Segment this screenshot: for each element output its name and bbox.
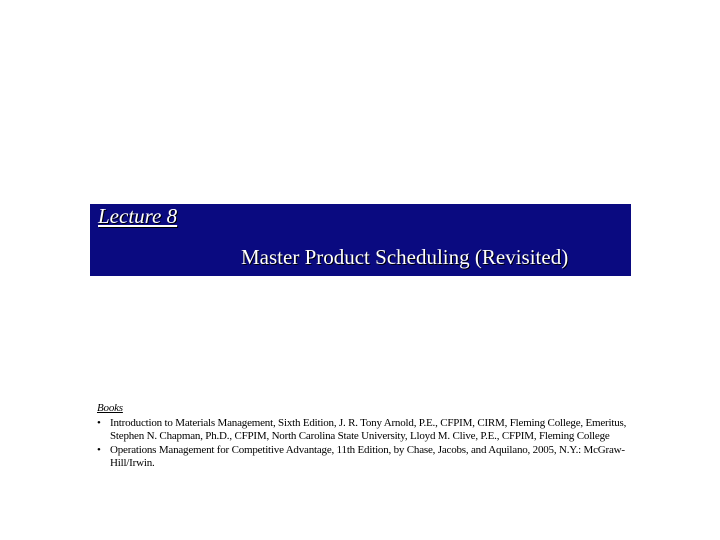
book-citation: Introduction to Materials Management, Sixth Edition, J. R. Tony Arnold, P.E., CFPIM, CIRM, Fleming College, Emeritus, Stephen N. Chapman, Ph.D., CFPIM, North Carolina State University, Lloyd M. Clive, P.E., CFPIM, Fleming College — [110, 416, 627, 442]
bullet-icon: • — [97, 416, 101, 429]
books-heading: Books — [97, 402, 123, 414]
slide-title: Master Product Scheduling (Revisited) — [241, 245, 569, 269]
title-banner — [90, 204, 631, 276]
book-item — [97, 444, 632, 471]
lecture-label: Lecture 8 — [98, 204, 178, 228]
book-item — [97, 417, 632, 444]
books-section — [97, 402, 632, 471]
bullet-icon: • — [97, 443, 101, 456]
book-citation: Operations Management for Competitive Advantage, 11th Edition, by Chase, Jacobs, and Aquilano, 2005, N.Y.: McGraw-Hill/Irwin. — [110, 443, 625, 469]
book-list — [97, 417, 632, 471]
